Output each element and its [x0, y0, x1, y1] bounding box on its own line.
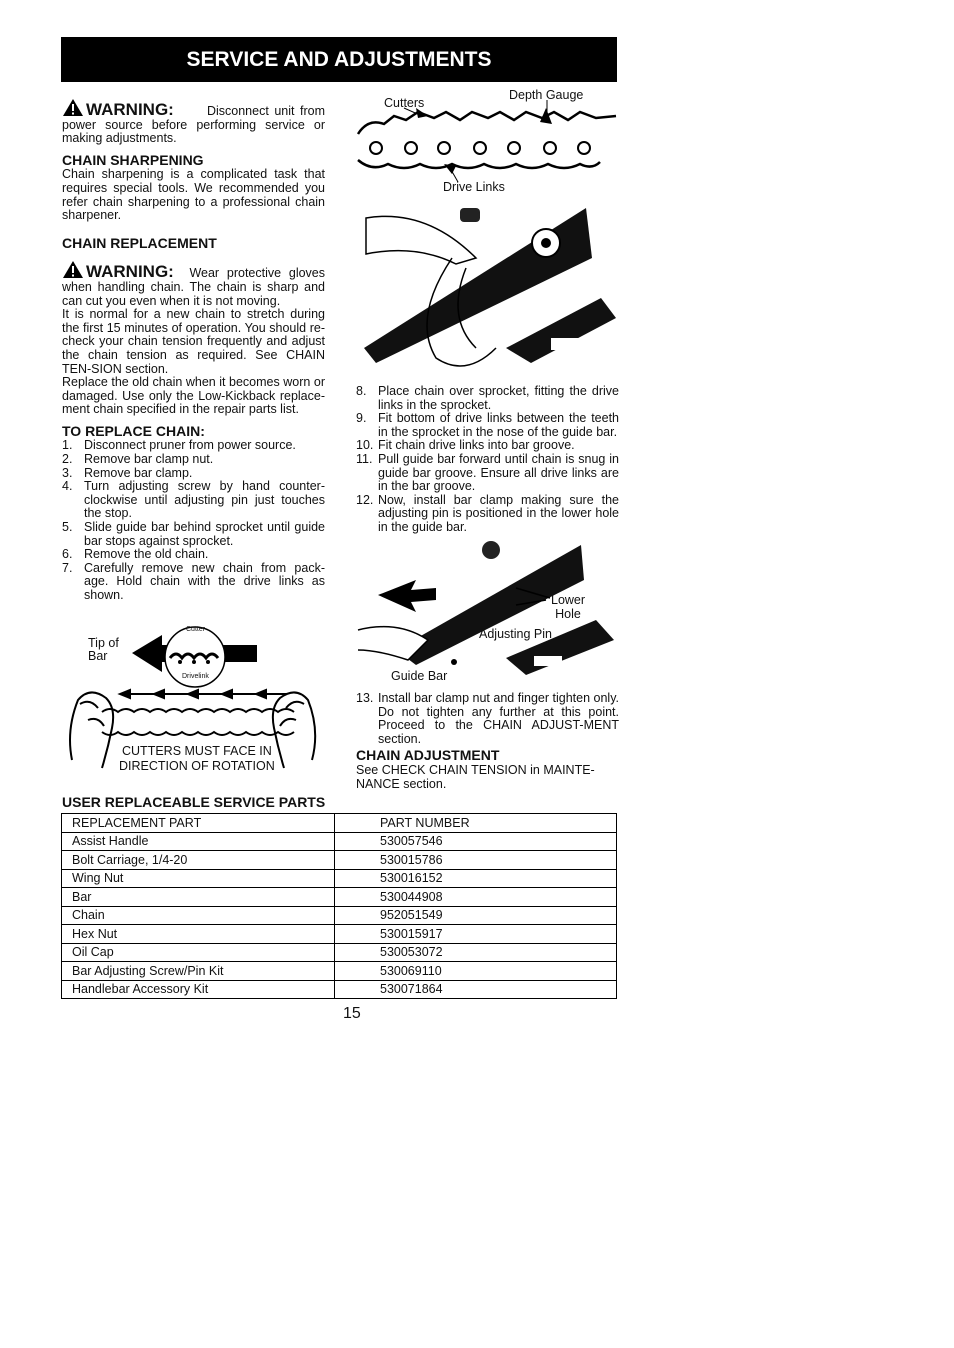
cutters-label: Cutters	[384, 96, 425, 110]
warning-disconnect	[62, 98, 325, 146]
drive-links-label: Drive Links	[443, 180, 505, 194]
chain-parts-figure	[356, 86, 619, 196]
chain-adjustment-heading: CHAIN ADJUSTMENT	[356, 747, 500, 764]
table-row: Hex Nut 530015917	[62, 925, 617, 944]
warning-text: Wear protective gloves when handling chain. The chain is sharp and can cut you even when it is not moving.	[62, 266, 325, 308]
header-number: PART NUMBER	[335, 814, 617, 833]
table-row: Oil Cap 530053072	[62, 943, 617, 962]
parts-heading: USER REPLACEABLE SERVICE PARTS	[62, 794, 326, 810]
chain-stretch-paragraph: It is normal for a new chain to stretch during the first 15 minutes of operation. You should re-check your chain tension frequently and adjust the chain tension as required. See CHAIN TEN-SION section.	[62, 307, 325, 376]
chain-adjustment-text: See CHECK CHAIN TENSION in MAINTE-NANCE section.	[356, 762, 595, 791]
guide-bar-label: Guide Bar	[391, 669, 448, 683]
parts-table	[61, 813, 617, 999]
list-item: 5. Slide guide bar behind sprocket until guide bar stops against sprocket.	[62, 520, 325, 548]
list-item: 1. Disconnect pruner from power source.	[62, 438, 296, 453]
list-item: 3. Remove bar clamp.	[62, 465, 193, 480]
section-banner	[61, 37, 617, 82]
install-bar-figure	[356, 540, 619, 690]
tip-of-bar-label: Tip of Bar	[88, 636, 119, 663]
chain-replacement-heading: CHAIN REPLACEMENT	[62, 234, 217, 251]
left-column	[62, 98, 325, 603]
chain-sharpening-heading: CHAIN SHARPENING	[62, 151, 204, 168]
warning-label: WARNING:	[86, 100, 174, 119]
list-item: 12. Now, install bar clamp making sure the adjusting pin is positioned in the lower hole in the guide bar.	[356, 492, 619, 534]
table-row: Handlebar Accessory Kit 530071864	[62, 980, 617, 999]
table-header-row	[62, 814, 617, 833]
rotation-caption: CUTTERS MUST FACE IN DIRECTION OF ROTATION	[119, 744, 275, 773]
header-part: REPLACEMENT PART	[62, 814, 335, 833]
list-item: 13. Install bar clamp nut and finger tighten only. Do not tighten any further at this point. Proceed to the CHAIN ADJUST-MENT section.	[356, 691, 619, 746]
list-item: 11. Pull guide bar forward until chain is snug in guide bar groove. Ensure all drive links are in the bar groove.	[356, 451, 619, 494]
list-item: 4. Turn adjusting screw by hand counter-clockwise until adjusting pin just touches the stop.	[62, 479, 325, 521]
table-row: Bar Adjusting Screw/Pin Kit 530069110	[62, 962, 617, 981]
table-row: Bar 530044908	[62, 888, 617, 907]
cutter-label: Cutter	[186, 626, 206, 633]
to-replace-heading: TO REPLACE CHAIN:	[62, 422, 205, 439]
warning-label: WARNING:	[86, 262, 174, 282]
bar-sprocket-illustration	[356, 198, 619, 378]
adjusting-pin-label: Adjusting Pin	[479, 627, 552, 641]
sprocket-figure	[356, 198, 619, 378]
page-number: 15	[343, 1005, 361, 1022]
lower-hole-label: Lower Hole	[551, 593, 586, 621]
depth-gauge-label: Depth Gauge	[509, 88, 584, 102]
right-lower-text	[356, 692, 619, 791]
table-row: Chain 952051549	[62, 906, 617, 925]
list-item: 7. Carefully remove new chain from pack-age. Hold chain with the drive links as shown.	[62, 560, 325, 602]
table-row: Assist Handle 530057546	[62, 832, 617, 851]
list-item: 6. Remove the old chain.	[62, 547, 209, 562]
steps-list-right	[356, 385, 619, 535]
chain-sharpening-text: Chain sharpening is a complicated task that requires special tools. We recommended you refer chain sharpening to a professional chain sharpener.	[62, 167, 325, 223]
list-item: 8. Place chain over sprocket, fitting the drive links in the sprocket.	[356, 384, 619, 412]
list-item: 2. Remove bar clamp nut.	[62, 452, 214, 467]
hold-chain-figure	[62, 620, 327, 780]
warning-gloves	[62, 260, 325, 308]
warning-triangle-icon	[62, 98, 84, 117]
list-item: 10. Fit chain drive links into bar groove.	[356, 438, 575, 453]
warning-triangle-icon	[62, 260, 84, 279]
banner-title: SERVICE AND ADJUSTMENTS	[186, 47, 492, 71]
chain-replace-paragraph: Replace the old chain when it becomes worn or damaged. Use only the Low-Kickback replace-ment chain specified in the repair parts list.	[62, 375, 325, 417]
steps-list-left	[62, 439, 325, 602]
table-row: Bolt Carriage, 1/4-20 530015786	[62, 851, 617, 870]
warning-text: Disconnect unit from power source before performing service or making adjustments.	[62, 104, 326, 146]
table-row: Wing Nut 530016152	[62, 869, 617, 888]
list-item: 9. Fit bottom of drive links between the teeth in the sprocket in the nose of the guide bar.	[356, 411, 619, 439]
drivelink-label: Drivelink	[182, 673, 209, 680]
